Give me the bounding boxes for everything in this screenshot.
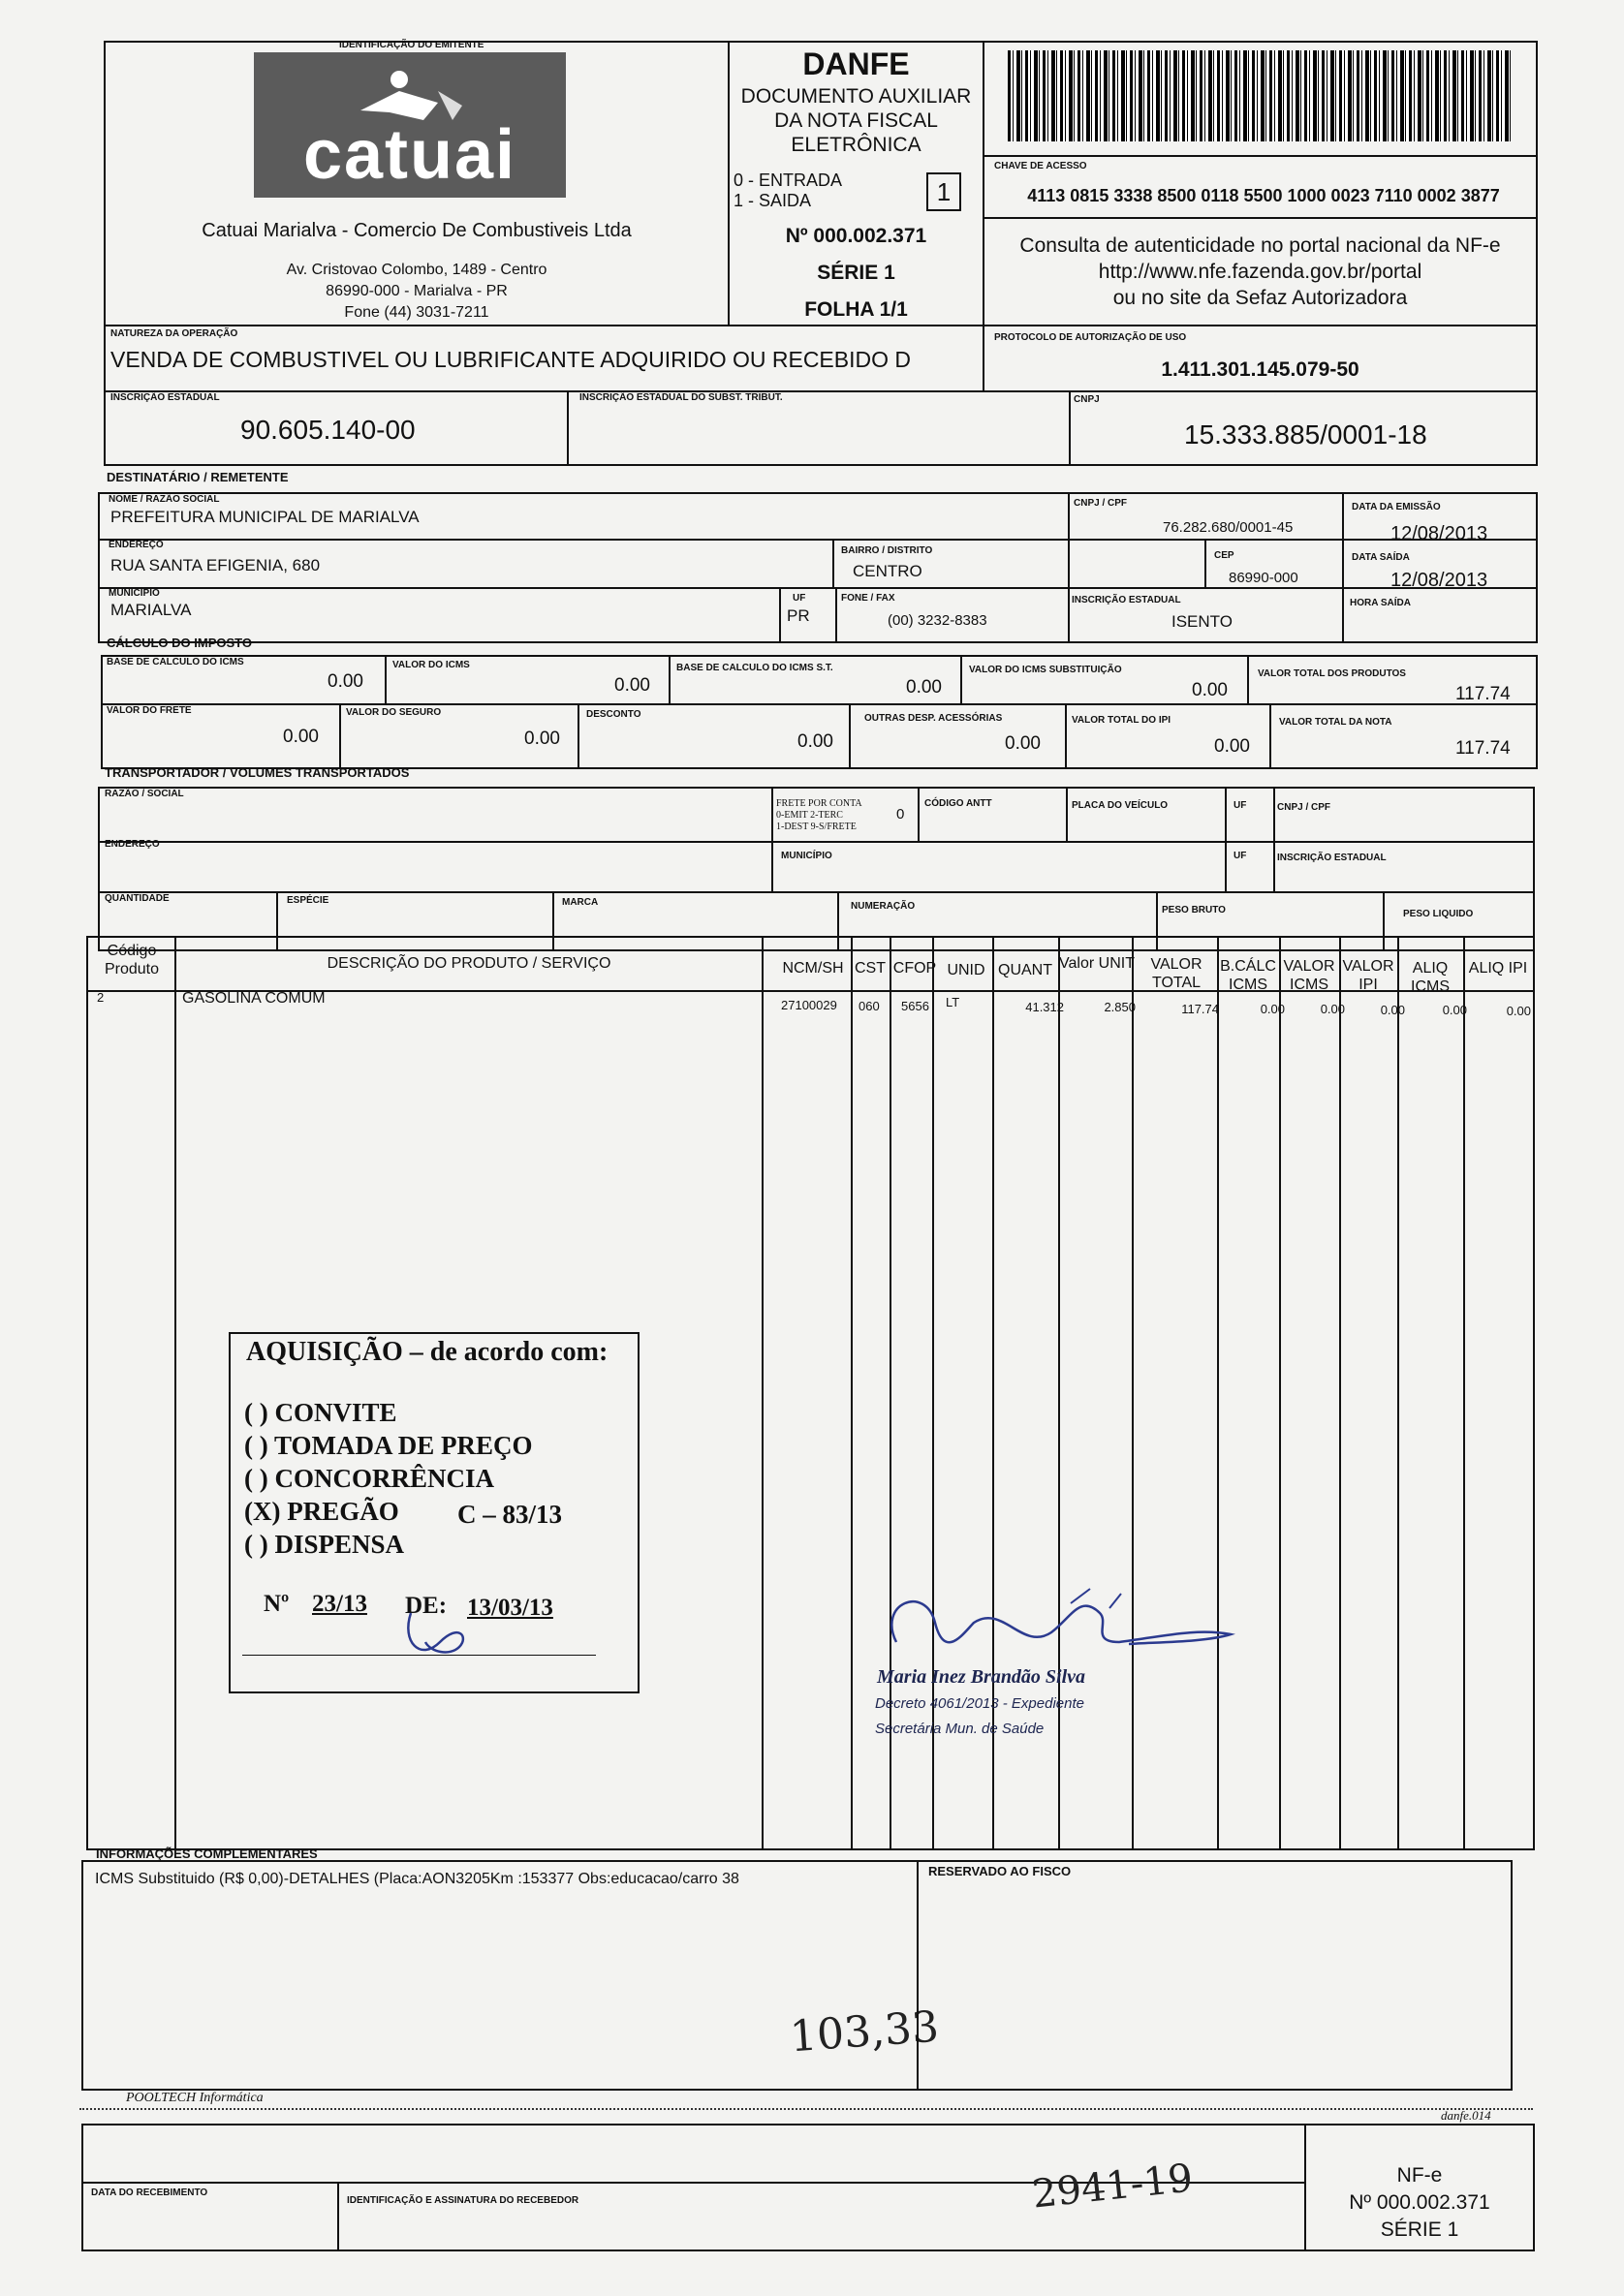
row-unid: LT: [946, 995, 960, 1009]
desconto: 0.00: [797, 731, 833, 752]
header-aliq-icms: [1397, 959, 1463, 996]
dest-uf-label: UF: [793, 593, 806, 604]
identificacao-label: IDENTIFICAÇÃO E ASSINATURA DO RECEBEDOR: [347, 2195, 579, 2206]
danfe-entrada: 0 - ENTRADA: [734, 171, 843, 190]
transp-v-frete: [771, 787, 773, 891]
fisco-box: [917, 1860, 1513, 2091]
transp-especie-label: ESPÉCIE: [287, 895, 329, 906]
header-bc-icms-text: B.CÁLC ICMS: [1220, 958, 1276, 993]
dest-data-saida: 12/08/2013: [1390, 570, 1488, 591]
row-codigo: 2: [97, 990, 105, 1005]
header-quant-text: QUANT: [998, 962, 1052, 978]
transportador-section: TRANSPORTADOR / VOLUMES TRANSPORTADOS: [105, 765, 410, 780]
bc-icms: 0.00: [328, 671, 363, 692]
stamp-opt-pregao: (X) PREGÃO: [244, 1497, 399, 1526]
v-prod-label: VALOR TOTAL DOS PRODUTOS: [1258, 668, 1406, 679]
transp-frete-val: 0: [896, 806, 905, 822]
danfe-saida: 1 - SAIDA: [734, 191, 812, 210]
danfe-subtitle-3: ELETRÔNICA: [791, 134, 921, 156]
header-valor-unit: [1058, 954, 1136, 973]
seguro: 0.00: [524, 729, 560, 749]
dest-row-line-1: [98, 539, 1538, 541]
imp-v3: [960, 655, 962, 703]
info-label: INFORMAÇÕES COMPLEMENTARES: [96, 1846, 318, 1861]
dest-nome-label: NOME / RAZÃO SOCIAL: [109, 494, 220, 505]
header-bc-icms: [1217, 957, 1279, 994]
header-descricao: [178, 954, 760, 973]
consulta-line-1: Consulta de autenticidade no portal nacional da NF-e: [1019, 234, 1501, 257]
products-column-divider: [1132, 936, 1134, 1850]
signature-line-2: Decreto 4061/2013 - Expediente: [875, 1695, 1084, 1712]
chave-value: 4113 0815 3338 8500 0118 5500 1000 0023 7110 0002 3877: [1027, 186, 1500, 205]
stamp-opt-pregao-code: C – 83/13: [457, 1500, 562, 1529]
dest-fone: (00) 3232-8383: [888, 612, 987, 629]
row-valor-total: 117.74: [1181, 1002, 1219, 1016]
header-codigo-text: Código Produto: [104, 943, 160, 977]
header-ncm-text: NCM/SH: [782, 960, 844, 977]
seguro-label: VALOR DO SEGURO: [346, 707, 442, 718]
dest-nome: PREFEITURA MUNICIPAL DE MARIALVA: [110, 508, 420, 526]
stamp-date: 13/03/13: [467, 1595, 553, 1621]
row-quant: 41.312: [1025, 1000, 1064, 1014]
transp-frete-2: 0-EMIT 2-TERC: [776, 810, 843, 821]
transp-peso-bruto-label: PESO BRUTO: [1162, 905, 1226, 915]
row-aliq-ipi: 0.00: [1506, 1004, 1531, 1018]
dest-cnpj-label: CNPJ / CPF: [1074, 498, 1128, 509]
header-aliq-ipi-text: ALIQ IPI: [1468, 960, 1528, 977]
footer-brand: POOLTECH Informática: [126, 2091, 264, 2105]
transp-peso-liquido-label: PESO LIQUIDO: [1403, 909, 1474, 919]
transp-uf2-label: UF: [1234, 851, 1247, 861]
transp-placa-label: PLACA DO VEÍCULO: [1072, 800, 1169, 811]
stamp-opt-concorrencia: ( ) CONCORRÊNCIA: [244, 1464, 494, 1493]
data-recebimento-label: DATA DO RECEBIMENTO: [91, 2187, 208, 2198]
info-text: ICMS Substituido (R$ 0,00)-DETALHES (Placa:AON3205Km :153377 Obs:educacao/carro 38: [95, 1871, 739, 1887]
products-column-divider: [932, 936, 934, 1850]
dest-hora-label: HORA SAÍDA: [1350, 598, 1411, 608]
v-st: 0.00: [1192, 680, 1228, 700]
header-valor-ipi: [1339, 957, 1397, 994]
transp-cnpj-label: CNPJ / CPF: [1277, 802, 1331, 813]
row-bc-icms: 0.00: [1260, 1002, 1285, 1016]
imp-v1: [385, 655, 387, 703]
danfe-subtitle-2: DA NOTA FISCAL: [774, 109, 938, 132]
products-column-divider: [992, 936, 994, 1850]
dest-bairro-label: BAIRRO / DISTRITO: [841, 545, 933, 556]
dest-ie: ISENTO: [1171, 612, 1233, 631]
products-column-divider: [1339, 936, 1341, 1850]
consulta-line-2: http://www.nfe.fazenda.gov.br/portal: [1098, 261, 1422, 283]
danfe-folha: FOLHA 1/1: [804, 298, 908, 321]
transp-v-placa: [1066, 787, 1068, 841]
imp-v4: [1247, 655, 1249, 703]
dest-fone-label: FONE / FAX: [841, 593, 895, 604]
products-column-divider: [1058, 936, 1060, 1850]
desconto-label: DESCONTO: [586, 709, 641, 720]
emitter-city: 86990-000 - Marialva - PR: [326, 283, 508, 299]
imposto-row-line: [101, 703, 1538, 705]
products-column-divider: [1397, 936, 1399, 1850]
products-column-divider: [1463, 936, 1465, 1850]
outras-label: OUTRAS DESP. ACESSÓRIAS: [864, 713, 1003, 724]
natureza-value: VENDA DE COMBUSTIVEL OU LUBRIFICANTE ADQUIRIDO OU RECEBIDO D: [110, 347, 912, 372]
row-descricao: GASOLINA COMUM: [182, 990, 326, 1007]
dest-uf: PR: [787, 606, 810, 625]
transp-v-uf: [1225, 787, 1227, 891]
ie-label: INSCRIÇÃO ESTADUAL: [110, 392, 220, 403]
frete-label: VALOR DO FRETE: [107, 705, 192, 716]
dest-municipio: MARIALVA: [110, 601, 192, 619]
dest-data-saida-label: DATA SAÍDA: [1352, 552, 1410, 563]
imp-v7: [849, 703, 851, 769]
stamp-initials-scribble: [401, 1603, 479, 1661]
header-cfop: [890, 959, 940, 977]
info-handwritten: 103,33: [788, 2001, 941, 2063]
consulta-line-3: ou no site da Sefaz Autorizadora: [1112, 287, 1408, 309]
row-cfop: 5656: [901, 999, 929, 1013]
products-column-divider: [851, 936, 853, 1850]
transp-frete-3: 1-DEST 9-S/FRETE: [776, 822, 857, 832]
products-column-divider: [1279, 936, 1281, 1850]
products-column-divider: [174, 936, 176, 1850]
ie-st-label: INSCRIÇÃO ESTADUAL DO SUBST. TRIBUT.: [579, 392, 783, 403]
header-quant: [992, 961, 1058, 979]
dest-data-emissao-label: DATA DA EMISSÃO: [1352, 502, 1441, 512]
danfe-tipo: 1: [936, 177, 952, 206]
v-prod: 117.74: [1455, 684, 1511, 704]
transp-v-antt: [918, 787, 920, 841]
products-column-divider: [1217, 936, 1219, 1850]
header-valor-total: [1136, 955, 1217, 992]
stamp-title: AQUISIÇÃO – de acordo com:: [246, 1337, 609, 1367]
transp-ie-label: INSCRIÇÃO ESTADUAL: [1277, 853, 1387, 863]
dest-vline-uf: [779, 587, 781, 643]
footer-dotted-line: [79, 2108, 1533, 2110]
v-icms-label: VALOR DO ICMS: [392, 660, 470, 670]
row-valor-unit: 2.850: [1104, 1000, 1136, 1014]
emitter-logo: [254, 52, 566, 198]
dest-cep-label: CEP: [1214, 550, 1234, 561]
transp-razao-label: RAZÃO / SOCIAL: [105, 789, 184, 799]
transp-frete-1: FRETE POR CONTA: [776, 798, 862, 809]
row-valor-ipi: 0.00: [1380, 1003, 1405, 1017]
header-valor-unit-text: Valor UNIT: [1059, 955, 1135, 972]
v-icms: 0.00: [614, 675, 650, 696]
danfe-title: DANFE: [802, 47, 910, 81]
header-valor-icms-text: VALOR ICMS: [1283, 958, 1335, 993]
frete: 0.00: [283, 727, 319, 747]
row-cst: 060: [859, 999, 880, 1013]
danfe-tipo-box: [926, 172, 961, 211]
signature-line-3: Secretária Mun. de Saúde: [875, 1721, 1045, 1737]
danfe-subtitle-1: DOCUMENTO AUXILIAR: [740, 85, 972, 108]
destinatario-section: DESTINATÁRIO / REMETENTE: [107, 470, 289, 484]
receipt-handwritten: 2941-19: [1030, 2156, 1196, 2218]
header-valor-icms: [1279, 957, 1339, 994]
barcode: [1008, 50, 1512, 141]
emitter-phone: Fone (44) 3031-7211: [344, 304, 489, 321]
danfe-serie: SÉRIE 1: [817, 262, 895, 284]
transp-v-cnpj: [1273, 787, 1275, 891]
dest-vline-fone: [835, 587, 837, 643]
transp-antt-label: CÓDIGO ANTT: [924, 798, 992, 809]
header-descricao-text: DESCRIÇÃO DO PRODUTO / SERVIÇO: [327, 955, 611, 972]
cnpj-value: 15.333.885/0001-18: [1184, 419, 1427, 450]
signature-name: Maria Inez Brandão Silva: [877, 1666, 1086, 1688]
header-aliq-icms-text: ALIQ ICMS: [1411, 960, 1450, 995]
emitter-section-label: IDENTIFICAÇÃO DO EMITENTE: [339, 40, 484, 50]
stamp-num: 23/13: [312, 1591, 367, 1617]
dest-endereco: RUA SANTA EFIGENIA, 680: [110, 556, 321, 574]
receipt-vline: [337, 2182, 339, 2251]
transp-numeracao-label: NUMERAÇÃO: [851, 901, 916, 912]
stamp-opt-tomada: ( ) TOMADA DE PREÇO: [244, 1431, 533, 1460]
products-column-divider: [890, 936, 891, 1850]
cnpj-label: CNPJ: [1074, 394, 1100, 405]
dest-ie-label: INSCRIÇÃO ESTADUAL: [1072, 595, 1181, 605]
emitter-name: Catuai Marialva - Comercio De Combustiveis Ltda: [202, 220, 632, 241]
bc-icms-label: BASE DE CALCULO DO ICMS: [107, 657, 244, 667]
header-codigo: [89, 942, 174, 978]
header-unid-text: UNID: [947, 962, 985, 978]
nfe-title: NF-e: [1396, 2164, 1443, 2187]
row-valor-icms: 0.00: [1320, 1002, 1345, 1016]
bc-st-label: BASE DE CALCULO DO ICMS S.T.: [676, 663, 833, 673]
ipi: 0.00: [1214, 736, 1250, 757]
transp-line-2: [98, 891, 1535, 893]
header-cst: [851, 959, 890, 977]
dest-municipio-label: MUNICÍPIO: [109, 588, 160, 599]
header-unid: [940, 961, 992, 979]
stamp-opt-dispensa: ( ) DISPENSA: [244, 1530, 405, 1559]
transp-endereco-label: ENDEREÇO: [105, 839, 160, 850]
stamp-opt-convite: ( ) CONVITE: [244, 1398, 397, 1427]
v-st-label: VALOR DO ICMS SUBSTITUIÇÃO: [969, 665, 1122, 675]
imp-v6: [578, 703, 579, 769]
natureza-label: NATUREZA DA OPERAÇÃO: [110, 328, 238, 339]
row-ncm: 27100029: [781, 998, 837, 1012]
logo-text: catuai: [302, 116, 517, 194]
transp-uf-label: UF: [1234, 800, 1247, 811]
dest-endereco-label: ENDEREÇO: [109, 540, 164, 550]
v-nota-label: VALOR TOTAL DA NOTA: [1279, 717, 1392, 728]
imp-v8: [1065, 703, 1067, 769]
nfe-numero: Nº 000.002.371: [1349, 2191, 1490, 2214]
chave-label: CHAVE DE ACESSO: [994, 161, 1087, 171]
bc-st: 0.00: [906, 677, 942, 698]
dest-cep: 86990-000: [1229, 570, 1298, 586]
header-cfop-text: CFOP: [892, 960, 937, 977]
transp-municipio-label: MUNICÍPIO: [781, 851, 832, 861]
footer-form-code: danfe.014: [1441, 2108, 1491, 2123]
dest-cnpj: 76.282.680/0001-45: [1163, 519, 1294, 536]
transp-line-1: [98, 841, 1535, 843]
imp-v2: [669, 655, 671, 703]
fisco-label: RESERVADO AO FISCO: [928, 1864, 1072, 1878]
products-column-divider: [762, 936, 764, 1850]
header-valor-ipi-text: VALOR IPI: [1342, 958, 1394, 993]
v-nota: 117.74: [1455, 738, 1511, 759]
emitter-address: Av. Cristovao Colombo, 1489 - Centro: [286, 262, 547, 278]
outras: 0.00: [1005, 733, 1041, 754]
ie-value: 90.605.140-00: [240, 415, 416, 445]
ipi-label: VALOR TOTAL DO IPI: [1072, 715, 1171, 726]
transp-qtd-label: QUANTIDADE: [105, 893, 170, 904]
dest-vline-cep: [1204, 539, 1206, 587]
header-cst-text: CST: [855, 960, 886, 977]
stamp-num-prefix: Nº: [264, 1591, 290, 1617]
dest-vline-bairro: [832, 539, 834, 587]
imp-v9: [1269, 703, 1271, 769]
protocolo-label: PROTOCOLO DE AUTORIZAÇÃO DE USO: [994, 332, 1187, 343]
imposto-section: CÁLCULO DO IMPOSTO: [107, 636, 252, 650]
imp-v5: [339, 703, 341, 769]
header-aliq-ipi: [1463, 959, 1533, 977]
dest-data-emissao: 12/08/2013: [1390, 523, 1488, 544]
nfe-serie: SÉRIE 1: [1380, 2218, 1459, 2241]
stamp-de-prefix: DE:: [405, 1593, 448, 1619]
danfe-numero: Nº 000.002.371: [785, 225, 927, 247]
header-ncm: [775, 959, 851, 977]
header-valor-total-text: VALOR TOTAL: [1150, 956, 1202, 991]
row-aliq-icms: 0.00: [1442, 1003, 1467, 1017]
dest-row-line-2: [98, 587, 1538, 589]
dest-vline-date: [1342, 492, 1344, 643]
dest-bairro: CENTRO: [853, 562, 922, 580]
transp-marca-label: MARCA: [562, 897, 599, 908]
protocolo-value: 1.411.301.145.079-50: [1161, 358, 1359, 381]
dest-vline-cnpj: [1068, 492, 1070, 643]
